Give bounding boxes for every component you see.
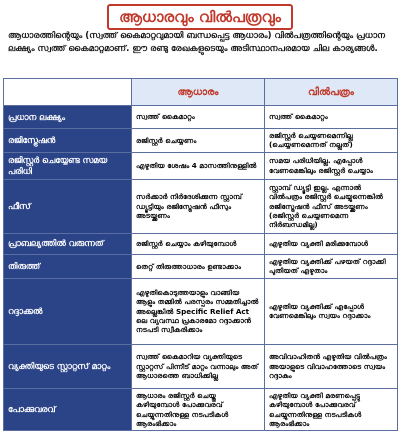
- row-label: ഫീസ്: [4, 179, 132, 233]
- will-cell: എഴുതിയ വ്യക്തി മരണപ്പെട്ടു കഴിയുമ്പോൾ പോക്കുവരവ് ചെയ്യുന്നതിനുള്ള നടപടികൾ ആരംഭിക്കാം: [265, 388, 398, 431]
- table-row: [4, 129, 398, 153]
- will-cell: എഴുതിയ വ്യക്തി മരിക്കുമ്പോൾ: [265, 233, 398, 254]
- will-cell: രജിസ്റ്റർ ചെയ്യണമെന്നില്ല (ചെയ്യണമെന്നത് നല്ലത്): [265, 129, 398, 153]
- table-row: [4, 179, 398, 233]
- header-corner: [4, 79, 132, 106]
- will-cell: സമയ പരിധിയില്ല. എപ്പോൾ വേണമെങ്കിലും രജിസ്റ്റർ ചെയ്യാം: [265, 152, 398, 179]
- will-cell: സ്വത്ത് കൈമാറ്റം: [265, 106, 398, 129]
- table-header-row: [4, 79, 398, 106]
- table-row: [4, 106, 398, 129]
- title-wrap: [0, 4, 400, 30]
- deed-cell: സ്വത്ത് കൈമാറിയ വ്യക്തിയുടെ സ്റ്റാറ്റസ് പിന്നീട് മാറ്റം വന്നാലും അത് ആധാരത്തെ ബാധിക്കില്ല: [132, 344, 265, 388]
- deed-cell: സർക്കാർ നിർദേശിക്കുന്ന സ്റ്റാമ്പ് ഡ്യൂട്ടിയും രജിസ്ട്രേഷൻ ഫീസും അടയ്ക്കണം: [132, 179, 265, 233]
- header-will: വിൽപത്രം: [265, 79, 398, 106]
- table-row: [4, 152, 398, 179]
- deed-cell: രജിസ്റ്റർ ചെയ്യാം കഴിയുമ്പോൾ: [132, 233, 265, 254]
- row-label: പ്രധാന ലക്ഷ്യം: [4, 106, 132, 129]
- table-row: [4, 344, 398, 388]
- row-label: രജിസ്ട്രേഷൻ: [4, 129, 132, 153]
- row-label: പ്രാബല്യത്തിൽ വരുന്നത്: [4, 233, 132, 254]
- row-label: വ്യക്തിയുടെ സ്റ്റാറ്റസ് മാറ്റം: [4, 344, 132, 388]
- comparison-table: [3, 78, 398, 431]
- table-row: [4, 233, 398, 254]
- will-cell: എഴുതിയ വ്യക്തിക്ക് എപ്പോൾ വേണമെങ്കിലും സ്വയം റദ്ദാക്കാം: [265, 278, 398, 344]
- page-title: ആധാരവും വിൽപത്രവും: [107, 4, 293, 30]
- intro-paragraph: ആധാരത്തിന്റെയും (സ്വത്ത് കൈമാറ്റവുമായി ബന്ധപ്പെട്ട ആധാരം) വിൽപത്രത്തിന്റെയും പ്രധാന ലക്ഷ്യം സ്വത്ത് കൈമാറ്റമാണ്. ഈ രണ്ടു രേഖകളുടെയും അടിസ്ഥാനപരമായ ചില കാര്യങ്ങൾ.: [8, 31, 386, 54]
- deed-cell: സ്വത്ത് കൈമാറ്റം: [132, 106, 265, 129]
- header-deed: ആധാരം: [132, 79, 265, 106]
- row-label: തിരുത്ത്: [4, 254, 132, 278]
- deed-cell: എഴുതിയ ശേഷം 4 മാസത്തിനുള്ളിൽ: [132, 152, 265, 179]
- deed-cell: ആധാരം രജിസ്റ്റർ ചെയ്തു കഴിയുമ്പോൾ പോക്കുവരവ് ചെയ്യുന്നതിനുള്ള നടപടികൾ ആരംഭിക്കാം: [132, 388, 265, 431]
- row-label: പോക്കുവരവ്: [4, 388, 132, 431]
- row-label: രജിസ്റ്റർ ചെയ്യേണ്ട സമയ പരിധി: [4, 152, 132, 179]
- table-row: [4, 254, 398, 278]
- row-label: റദ്ദാക്കൽ: [4, 278, 132, 344]
- will-cell: സ്റ്റാമ്പ് ഡ്യൂട്ടി ഇല്ല. എന്നാൽ വിൽപത്രം രജിസ്റ്റർ ചെയ്യുന്നെങ്കിൽ രജിസ്ട്രേഷൻ ഫീസ് അടയ്ക്കണം (രജിസ്റ്റർ ചെയ്യണമെന്ന നിർബന്ധമില്ല): [265, 179, 398, 233]
- deed-cell: എഴുതികൊടുത്തയാളും വാങ്ങിയ ആളും തമ്മിൽ പരസ്പരം സമ്മതിച്ചാൽ അല്ലെങ്കിൽ Specific Relief Act ലെ വ്യവസ്ഥ പ്രകാരമോ റദ്ദാക്കാൻ നടപടി സ്വീകരിക്കാം: [132, 278, 265, 344]
- table-row: [4, 278, 398, 344]
- table-row: [4, 388, 398, 431]
- deed-cell: രജിസ്റ്റർ ചെയ്യണം: [132, 129, 265, 153]
- deed-cell: തെറ്റ് തിരുത്താധാരം ഉണ്ടാക്കാം: [132, 254, 265, 278]
- will-cell: അവിവാഹിതൻ എഴുതിയ വിൽപത്രം അയാളുടെ വിവാഹത്തോടെ സ്വയം റദ്ദാകും: [265, 344, 398, 388]
- will-cell: എഴുതിയ വ്യക്തിക്ക് പഴയത് റദ്ദാക്കി പുതിയത് എഴുതാം: [265, 254, 398, 278]
